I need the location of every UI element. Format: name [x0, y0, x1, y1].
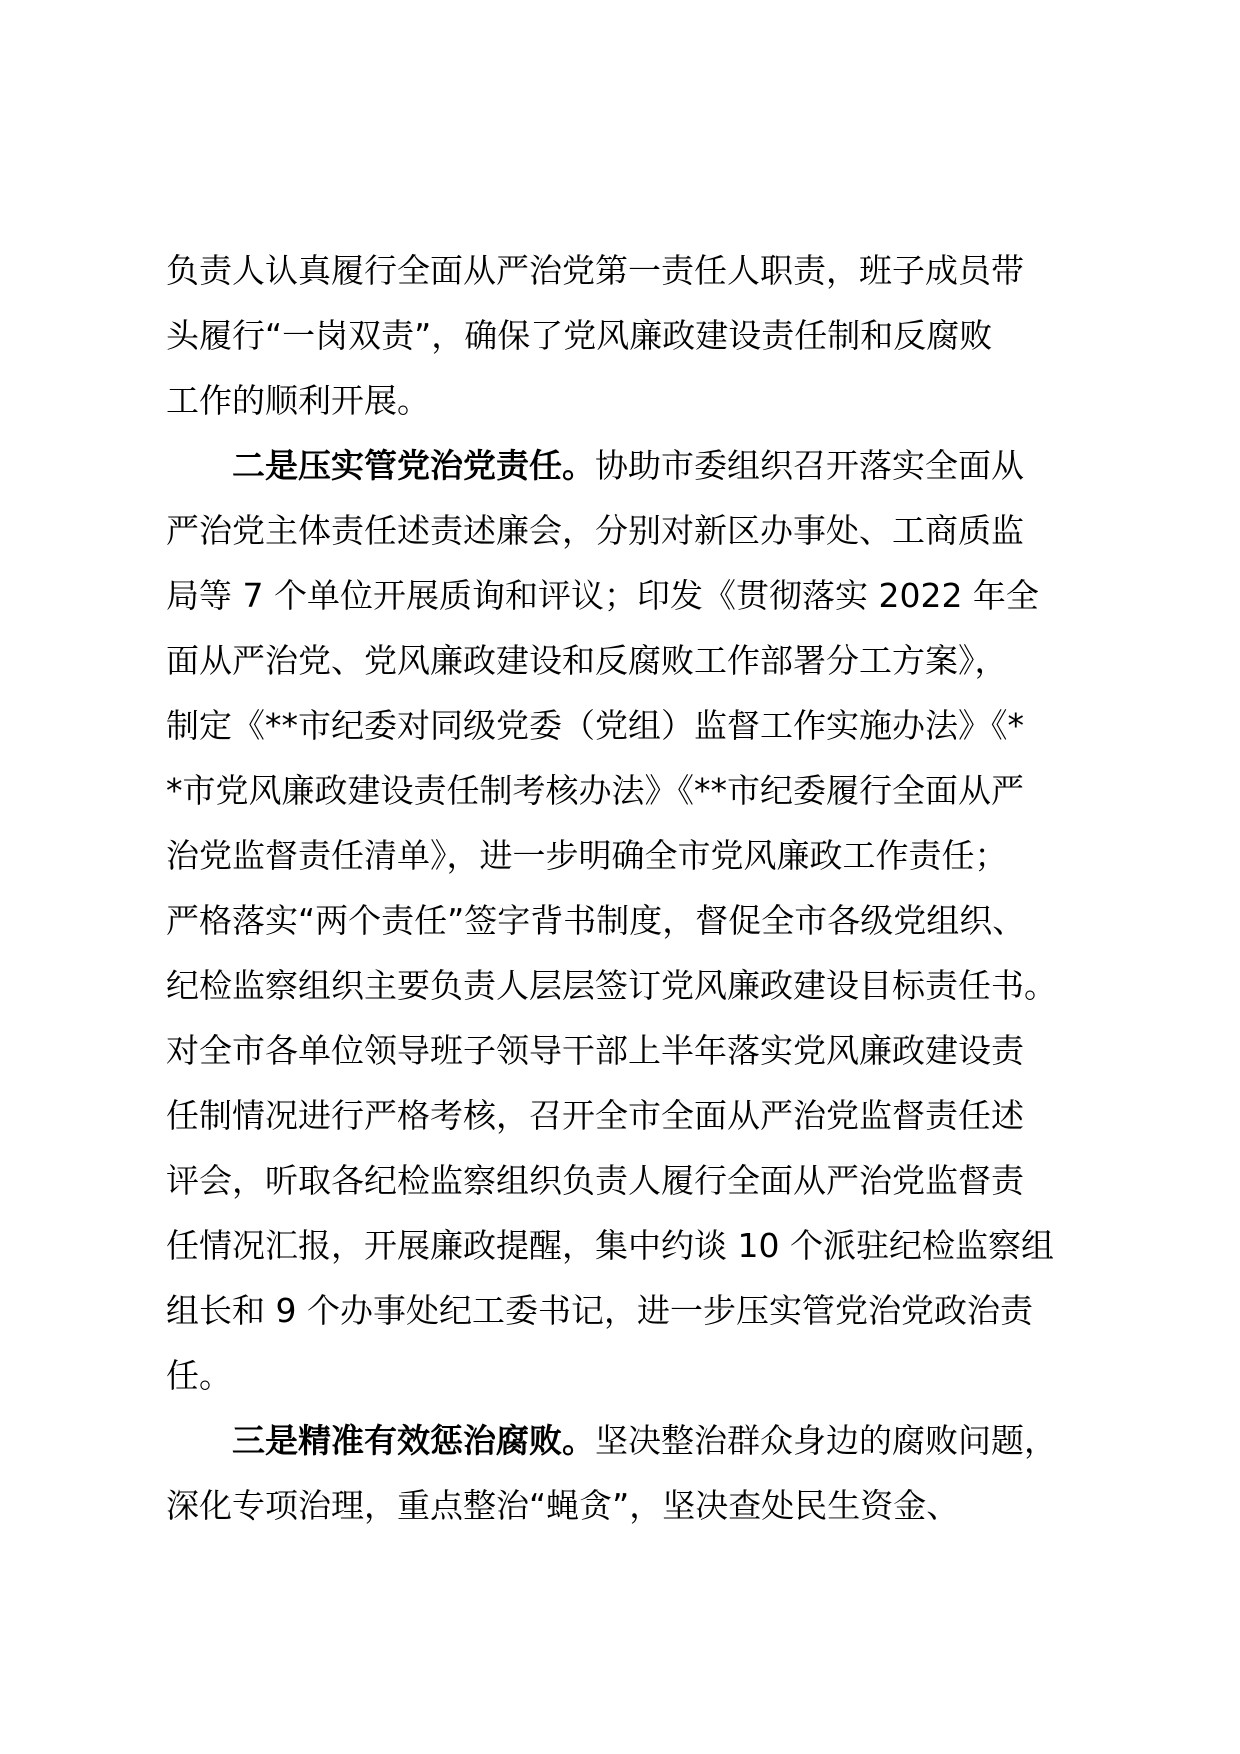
text-line: [166, 368, 1086, 433]
text-line: [166, 888, 1086, 953]
line-text: 负责人认真履行全面从严治党第一责任人职责，班子成员带: [166, 251, 1024, 290]
text-line: [166, 303, 1086, 368]
text-line: [166, 563, 1086, 628]
line-text: 对全市各单位领导班子领导干部上半年落实党风廉政建设责: [166, 1031, 1024, 1070]
text-line: [166, 953, 1086, 1018]
line-text: 任。: [166, 1356, 232, 1395]
line-text: 制定《**市纪委对同级党委（党组）监督工作实施办法》《*: [166, 706, 1024, 745]
line-text: 协助市委组织召开落实全面从: [595, 446, 1024, 485]
text-line: [166, 823, 1086, 888]
line-text: 工作的顺利开展。: [166, 381, 430, 420]
text-line: [166, 1213, 1086, 1278]
body-text: [166, 238, 1086, 1538]
line-text: 评会，听取各纪检监察组织负责人履行全面从严治党监督责: [166, 1161, 1024, 1200]
text-line: [166, 1083, 1086, 1148]
line-text: 组长和 9 个办事处纪工委书记，进一步压实管党治党政治责: [166, 1291, 1033, 1330]
line-text: 头履行“一岗双责”，确保了党风廉政建设责任制和反腐败: [166, 316, 993, 355]
line-text: 面从严治党、党风廉政建设和反腐败工作部署分工方案》，: [166, 641, 1008, 680]
text-line: [166, 1278, 1086, 1343]
line-text: 坚决整治群众身边的腐败问题，: [595, 1421, 1057, 1460]
section-heading: 二是压实管党治党责任。: [232, 446, 595, 485]
text-line: [166, 1148, 1086, 1213]
line-text: 严治党主体责任述责述廉会，分别对新区办事处、工商质监: [166, 511, 1024, 550]
text-line: [166, 1343, 1086, 1408]
text-line: [166, 238, 1086, 303]
section-heading: 三是精准有效惩治腐败。: [232, 1421, 595, 1460]
line-text: 任制情况进行严格考核，召开全市全面从严治党监督责任述: [166, 1096, 1024, 1135]
text-line: [166, 1473, 1086, 1538]
line-text: 深化专项治理，重点整治“蝇贪”，坚决查处民生资金、: [166, 1486, 960, 1525]
text-line: [166, 1018, 1086, 1083]
paragraph-start-line: [166, 1408, 1086, 1473]
line-text: 任情况汇报，开展廉政提醒，集中约谈 10 个派驻纪检监察组: [166, 1226, 1054, 1265]
text-line: [166, 628, 1086, 693]
line-text: 局等 7 个单位开展质询和评议；印发《贯彻落实 2022 年全: [166, 576, 1039, 615]
paragraph-start-line: [166, 433, 1086, 498]
text-line: [166, 758, 1086, 823]
line-text: 严格落实“两个责任”签字背书制度，督促全市各级党组织、: [166, 901, 1026, 940]
line-text: *市党风廉政建设责任制考核办法》《**市纪委履行全面从严: [166, 771, 1024, 810]
line-text: 治党监督责任清单》，进一步明确全市党风廉政工作责任；: [166, 836, 1008, 875]
text-line: [166, 693, 1086, 758]
text-line: [166, 498, 1086, 563]
line-text: 纪检监察组织主要负责人层层签订党风廉政建设目标责任书。: [166, 966, 1057, 1005]
